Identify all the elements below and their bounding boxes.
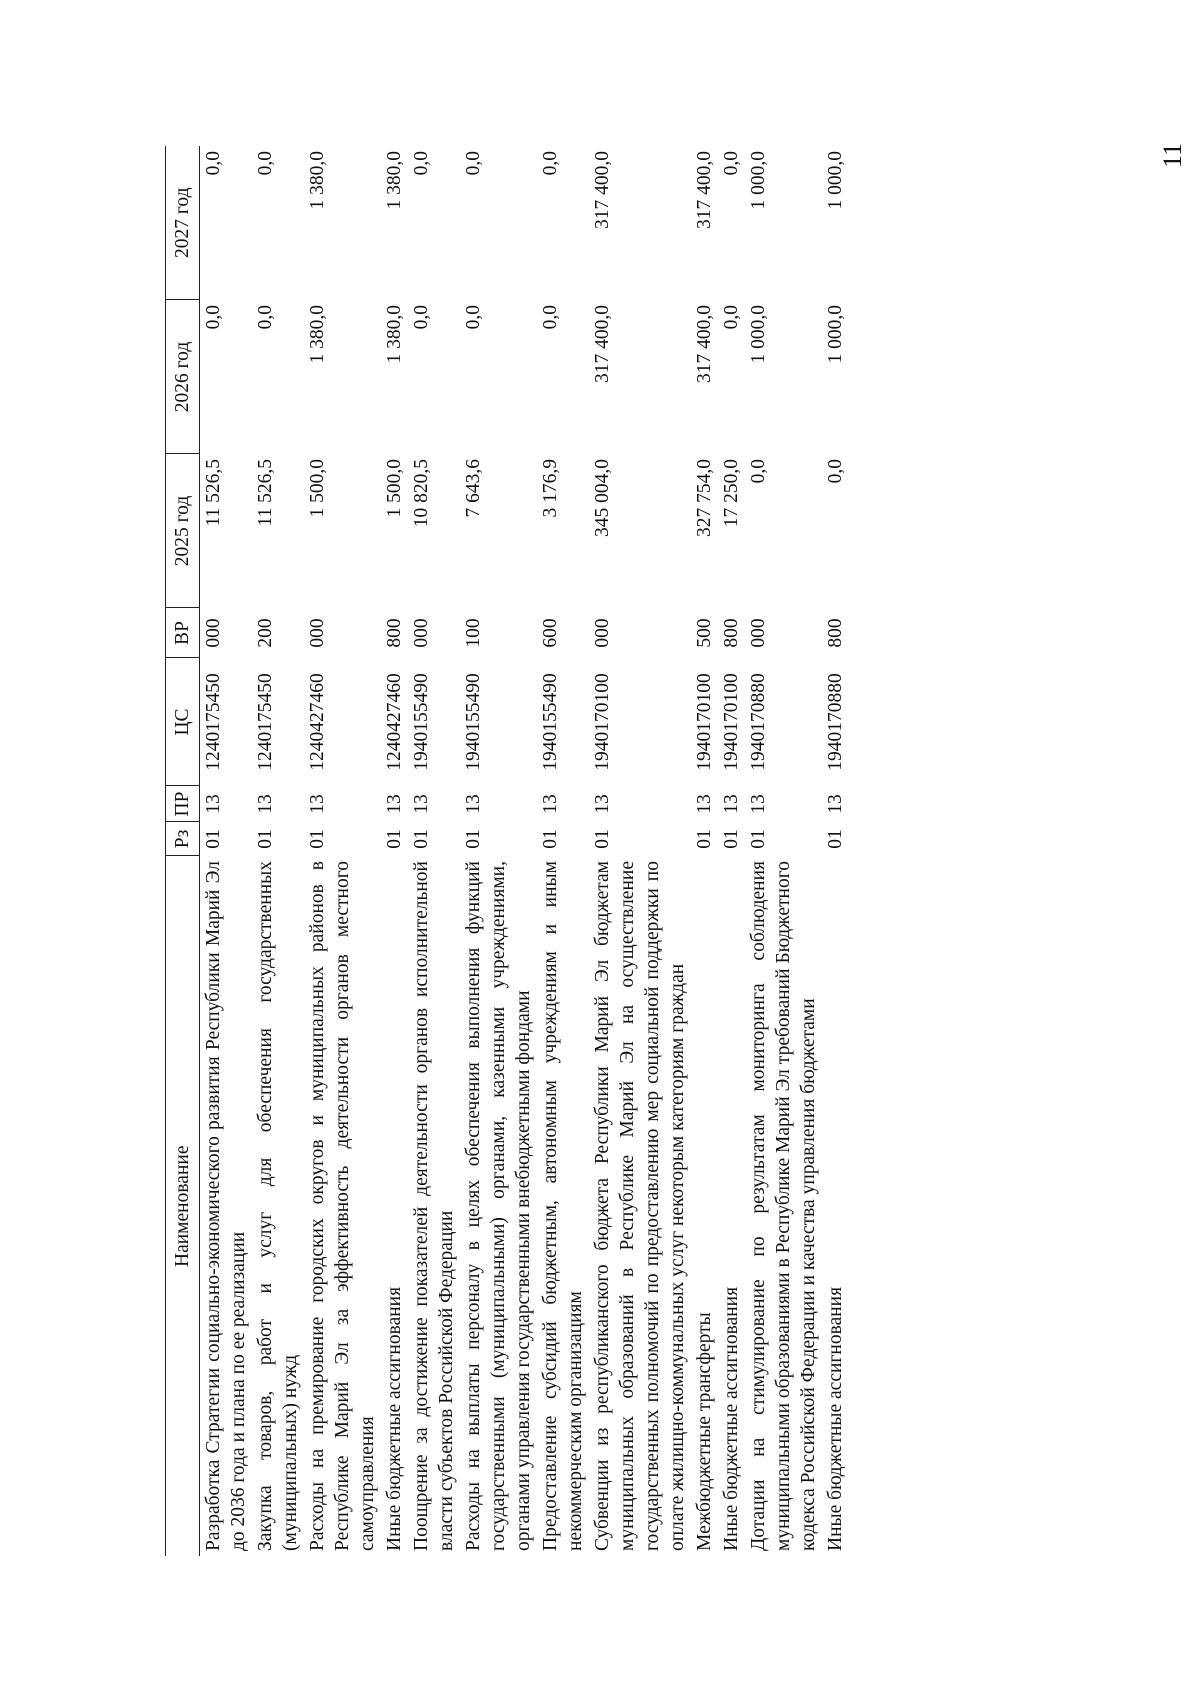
- row-2025-cell: 1 500,0: [307, 459, 328, 518]
- row-cs-cell: 1940155490: [540, 673, 561, 771]
- row-2025-cell: 17 250,0: [721, 459, 742, 528]
- row-rz-cell: 01: [411, 829, 432, 849]
- row-vr-cell: 200: [255, 618, 276, 648]
- table-body: [200, 146, 850, 1556]
- row-2027-cell: 1 000,0: [748, 151, 769, 210]
- row-vr-cell: 500: [694, 618, 715, 648]
- row-2027-cell: 0,0: [411, 151, 432, 176]
- row-name-cell: Дотации на стимулирование по результатам мониторинга соблюдения муниципальными образованиями в Республике Марий Эл требований Бюджетного кодекса Российской Федерации и качества управления бюджетами: [748, 861, 819, 1551]
- row-cs-cell: 1940170100: [694, 673, 715, 771]
- row-name-cell: Межбюджетные трансферты: [694, 1312, 715, 1551]
- row-rz-cell: 01: [384, 829, 405, 849]
- row-2026-cell: 1 380,0: [384, 305, 405, 364]
- row-vr-cell: 000: [203, 618, 224, 648]
- row-pr-cell: 13: [825, 794, 846, 814]
- table-row: [718, 146, 745, 1556]
- row-pr-cell: 13: [384, 794, 405, 814]
- table-row: [745, 146, 822, 1556]
- header-2025: 2025 год: [166, 454, 200, 608]
- row-2027-cell: 0,0: [540, 151, 561, 176]
- row-2027-cell: 0,0: [721, 151, 742, 176]
- header-2026: 2026 год: [166, 300, 200, 454]
- row-cs-cell: 1940170880: [825, 673, 846, 771]
- row-name-cell: Расходы на выплаты персоналу в целях обеспечения выполнения функций государственными (муниципальными) органами, казенными учреждениями, органами управления государственными внебюджетными фондами: [463, 861, 534, 1551]
- row-cs-cell: 1940170100: [592, 673, 613, 771]
- row-2025-cell: 7 643,6: [463, 459, 484, 518]
- header-name: Наименование: [166, 856, 200, 1556]
- row-rz-cell: 01: [540, 829, 561, 849]
- row-2027-cell: 317 400,0: [694, 151, 715, 229]
- budget-table: [165, 146, 849, 1556]
- table-row: [589, 146, 691, 1556]
- row-2026-cell: 0,0: [540, 305, 561, 330]
- row-name-cell: Закупка товаров, работ и услуг для обеспечения государственных (муниципальных) нужд: [255, 861, 301, 1551]
- row-name-cell: Предоставление субсидий бюджетным, автономным учреждениям и иным некоммерческим организациям: [540, 861, 586, 1551]
- row-name-cell: Поощрение за достижение показателей деятельности органов исполнительной власти субъектов Российской Федерации: [411, 861, 457, 1551]
- row-pr-cell: 13: [255, 794, 276, 814]
- row-2027-cell: 0,0: [203, 151, 224, 176]
- rotated-page-content: [165, 146, 1150, 1556]
- table-row: [537, 146, 589, 1556]
- row-2027-cell: 1 380,0: [307, 151, 328, 210]
- row-rz-cell: 01: [203, 829, 224, 849]
- row-pr-cell: 13: [463, 794, 484, 814]
- row-2026-cell: 317 400,0: [694, 305, 715, 383]
- row-vr-cell: 000: [411, 618, 432, 648]
- row-rz-cell: 01: [721, 829, 742, 849]
- row-rz-cell: 01: [255, 829, 276, 849]
- row-cs-cell: 1240175450: [203, 673, 224, 771]
- row-name-cell: Иные бюджетные ассигнования: [825, 1286, 846, 1551]
- row-2026-cell: 1 000,0: [748, 305, 769, 364]
- row-vr-cell: 000: [592, 618, 613, 648]
- row-vr-cell: 000: [307, 618, 328, 648]
- row-pr-cell: 13: [411, 794, 432, 814]
- row-2027-cell: 0,0: [255, 151, 276, 176]
- row-rz-cell: 01: [592, 829, 613, 849]
- row-rz-cell: 01: [307, 829, 328, 849]
- row-vr-cell: 800: [825, 618, 846, 648]
- row-2025-cell: 11 526,5: [203, 459, 224, 527]
- page-number: 11: [1158, 142, 1187, 168]
- row-pr-cell: 13: [721, 794, 742, 814]
- header-2027: 2027 год: [166, 146, 200, 300]
- row-cs-cell: 1240427460: [307, 673, 328, 771]
- row-2025-cell: 327 754,0: [694, 459, 715, 537]
- row-cs-cell: 1940170880: [748, 673, 769, 771]
- row-vr-cell: 600: [540, 618, 561, 648]
- header-pr: ПР: [166, 786, 200, 822]
- row-2026-cell: 0,0: [721, 305, 742, 330]
- row-2026-cell: 0,0: [463, 305, 484, 330]
- row-pr-cell: 13: [540, 794, 561, 814]
- row-2027-cell: 1 380,0: [384, 151, 405, 210]
- row-pr-cell: 13: [748, 794, 769, 814]
- table-row: [822, 146, 849, 1556]
- table-row: [460, 146, 537, 1556]
- row-2025-cell: 1 500,0: [384, 459, 405, 518]
- row-2025-cell: 345 004,0: [592, 459, 613, 537]
- row-pr-cell: 13: [307, 794, 328, 814]
- row-2026-cell: 0,0: [255, 305, 276, 330]
- row-rz-cell: 01: [694, 829, 715, 849]
- row-name-cell: Разработка Стратегии социально-экономического развития Республики Марий Эл до 2036 года и плана по ее реализации: [203, 861, 249, 1551]
- header-cs: ЦС: [166, 658, 200, 786]
- row-2026-cell: 0,0: [411, 305, 432, 330]
- row-2025-cell: 0,0: [825, 459, 846, 484]
- row-cs-cell: 1940155490: [411, 673, 432, 771]
- table-row: [381, 146, 408, 1556]
- row-cs-cell: 1240427460: [384, 673, 405, 771]
- row-2027-cell: 0,0: [463, 151, 484, 176]
- table-row: [200, 146, 253, 1556]
- table-row: [252, 146, 304, 1556]
- row-2026-cell: 0,0: [203, 305, 224, 330]
- row-pr-cell: 13: [592, 794, 613, 814]
- row-pr-cell: 13: [203, 794, 224, 814]
- row-cs-cell: 1940155490: [463, 673, 484, 771]
- row-vr-cell: 100: [463, 618, 484, 648]
- row-name-cell: Расходы на премирование городских округов и муниципальных районов в Республике Марий Эл за эффективность деятельности органов местного самоуправления: [307, 861, 378, 1551]
- row-2025-cell: 11 526,5: [255, 459, 276, 527]
- table-row: [691, 146, 718, 1556]
- row-vr-cell: 800: [384, 618, 405, 648]
- row-2026-cell: 1 380,0: [307, 305, 328, 364]
- header-rz: Рз: [166, 822, 200, 856]
- row-2027-cell: 1 000,0: [825, 151, 846, 210]
- table-row: [304, 146, 381, 1556]
- table-row: [408, 146, 460, 1556]
- row-name-cell: Иные бюджетные ассигнования: [384, 1286, 405, 1551]
- row-2026-cell: 317 400,0: [592, 305, 613, 383]
- row-rz-cell: 01: [463, 829, 484, 849]
- row-rz-cell: 01: [748, 829, 769, 849]
- row-name-cell: Субвенции из республиканского бюджета Республики Марий Эл бюджетам муниципальных образований в Республике Марий Эл на осуществление государственных полномочий по предоставлению мер социальной поддержки по оплате жилищно-коммунальных услуг некоторым категориям граждан: [592, 861, 688, 1551]
- row-rz-cell: 01: [825, 829, 846, 849]
- table-header-row: [166, 146, 200, 1556]
- row-pr-cell: 13: [694, 794, 715, 814]
- row-2026-cell: 1 000,0: [825, 305, 846, 364]
- row-cs-cell: 1940170100: [721, 673, 742, 771]
- header-vr: ВР: [166, 608, 200, 658]
- row-2025-cell: 3 176,9: [540, 459, 561, 518]
- row-2025-cell: 0,0: [748, 459, 769, 484]
- row-vr-cell: 800: [721, 618, 742, 648]
- row-2027-cell: 317 400,0: [592, 151, 613, 229]
- row-vr-cell: 000: [748, 618, 769, 648]
- row-2025-cell: 10 820,5: [411, 459, 432, 528]
- row-name-cell: Иные бюджетные ассигнования: [721, 1286, 742, 1551]
- row-cs-cell: 1240175450: [255, 673, 276, 771]
